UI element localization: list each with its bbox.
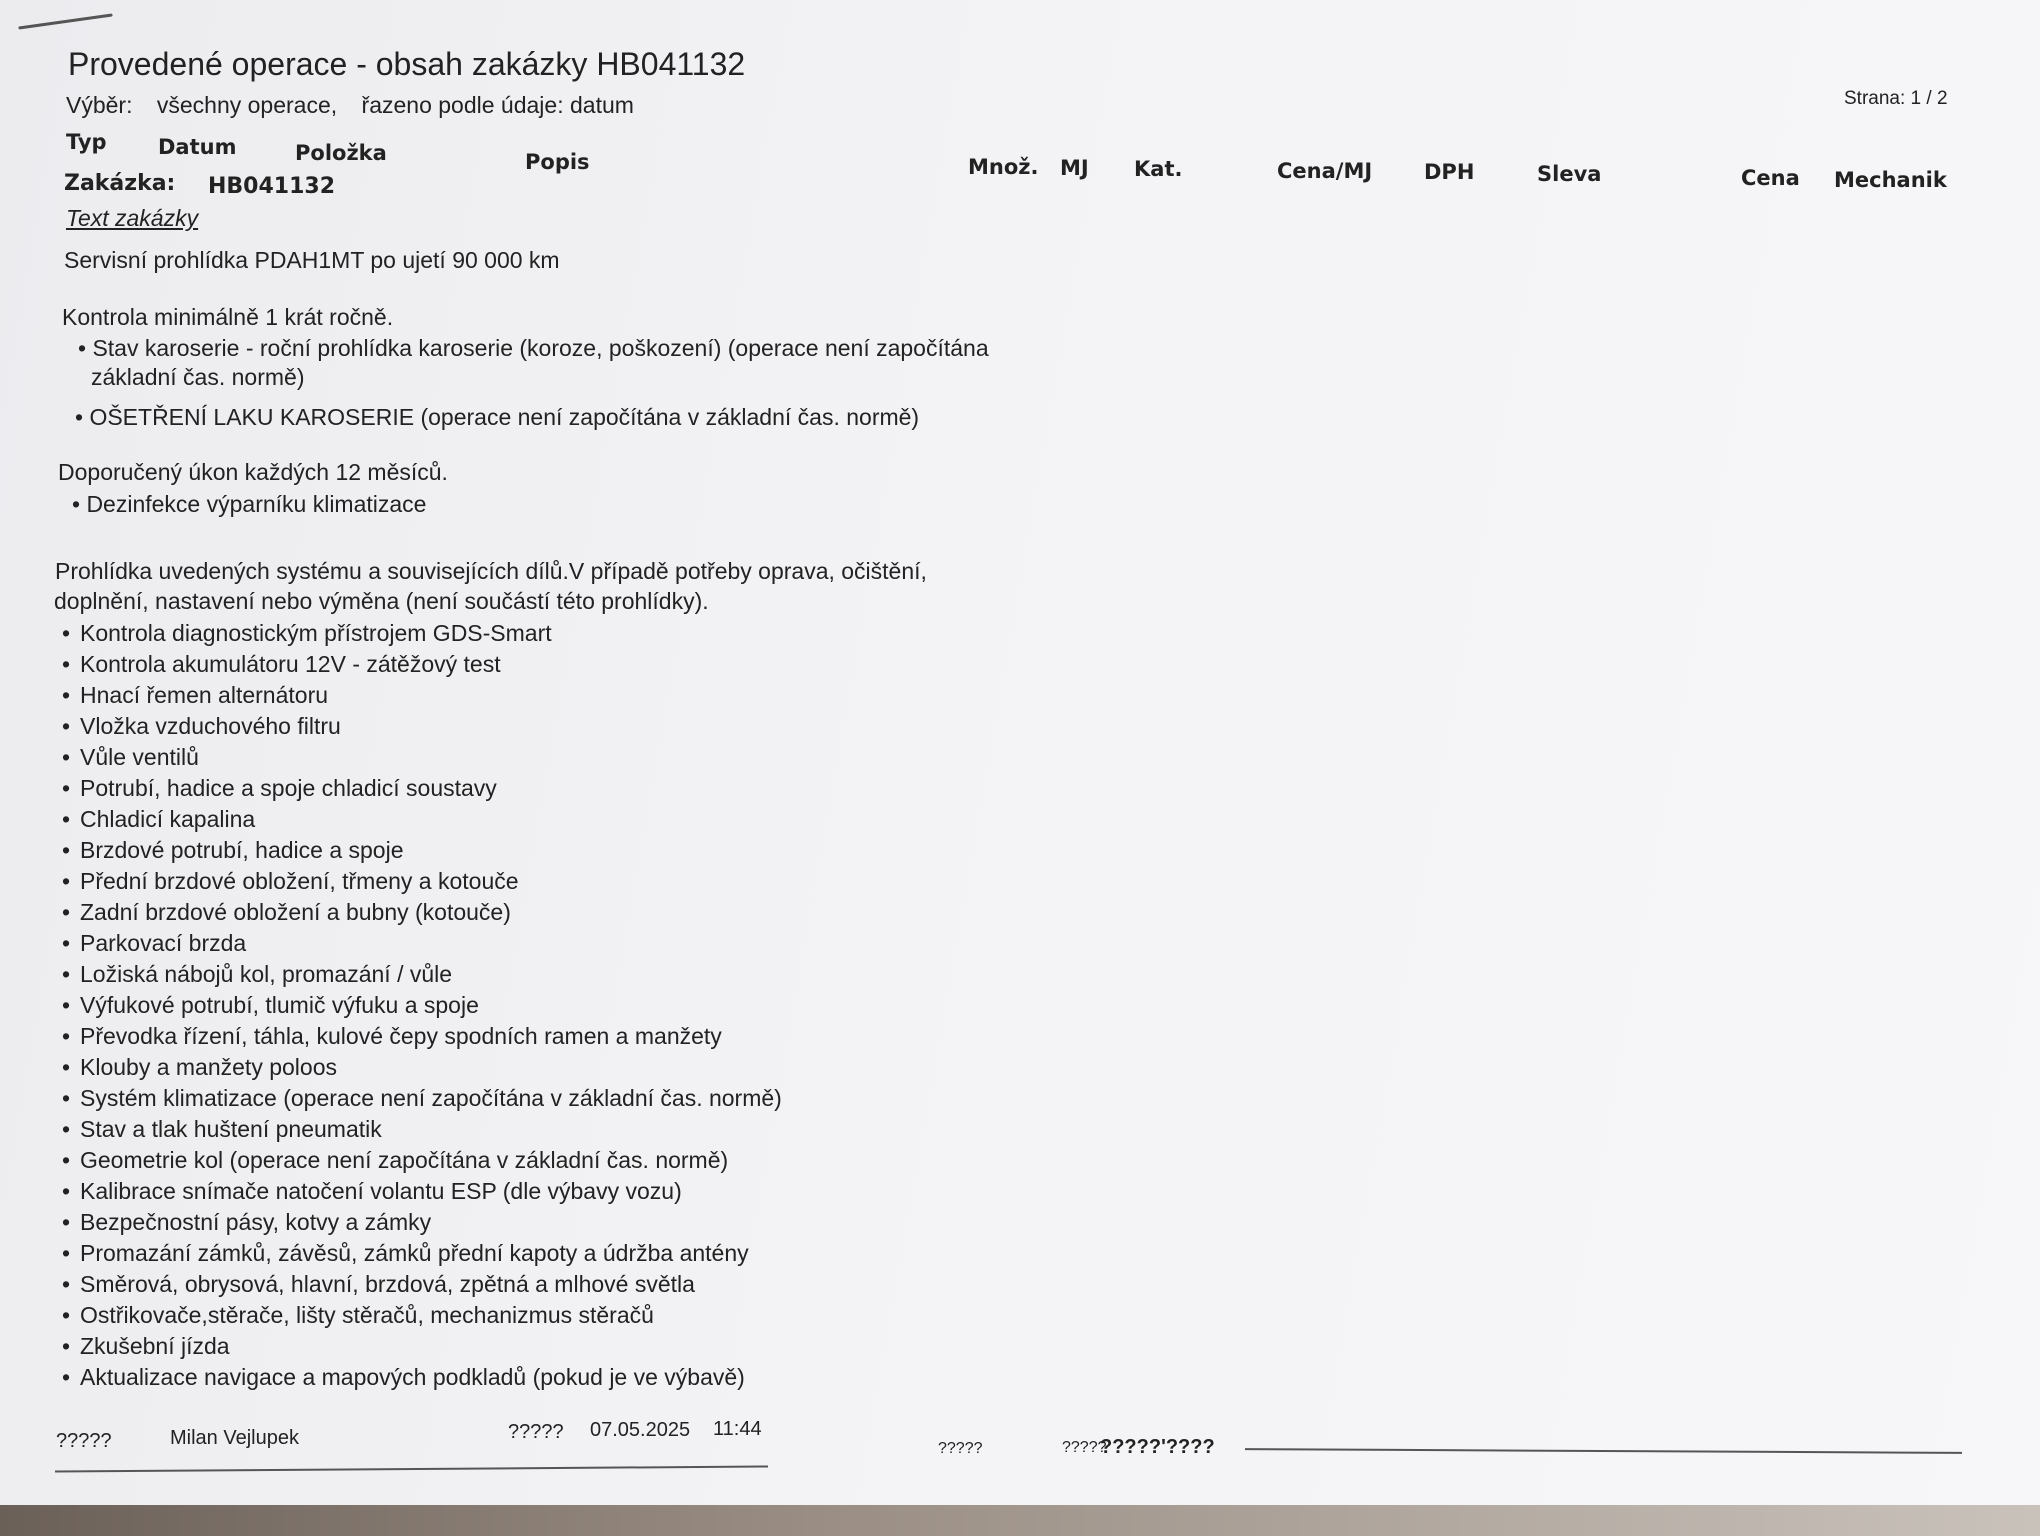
- column-header-mechanik: Mechanik: [1834, 168, 1947, 192]
- footer-right-label-2: ?????: [1062, 1439, 1107, 1456]
- list-item: • Systém klimatizace (operace není započítána v základní čas. normě): [62, 1083, 782, 1114]
- inspection-intro-line-1: Prohlídka uvedených systému a souvisejících dílů.V případě potřeby oprava, očištění,: [55, 558, 927, 584]
- filter-sort: řazeno podle údaje: datum: [361, 92, 634, 118]
- list-item: • Hnací řemen alternátoru: [62, 680, 782, 711]
- column-header-mnoz: Množ.: [968, 155, 1039, 179]
- desk-surface: [0, 1505, 2040, 1536]
- column-header-mj: MJ: [1060, 156, 1089, 180]
- page-title: Provedené operace - obsah zakázky HB041132: [68, 46, 746, 82]
- footer-person: Milan Vejlupek: [170, 1427, 299, 1449]
- yearly-item-1-line-2: základní čas. normě): [91, 364, 305, 390]
- list-item: • Stav a tlak huštení pneumatik: [62, 1114, 782, 1145]
- yearly-item-1-line-1: • Stav karoserie - roční prohlídka karoserie (koroze, poškození) (operace není započítána: [78, 335, 989, 361]
- column-header-typ: Typ: [66, 130, 107, 154]
- yearly-heading: Kontrola minimálně 1 krát ročně.: [62, 304, 394, 330]
- inspection-intro-line-2: doplnění, nastavení nebo výměna (není součástí této prohlídky).: [54, 588, 709, 614]
- footer-right-label-1: ?????: [938, 1440, 983, 1457]
- column-header-kat: Kat.: [1134, 157, 1183, 181]
- list-item: • Kontrola diagnostickým přístrojem GDS-Smart: [62, 618, 782, 649]
- footer-time: 11:44: [713, 1418, 762, 1440]
- filter-label: Výběr:: [66, 92, 133, 118]
- list-item: • Vložka vzduchového filtru: [62, 711, 782, 742]
- signature-line-left: [55, 1466, 768, 1473]
- list-item: • Brzdové potrubí, hadice a spoje: [62, 835, 782, 866]
- order-text-heading: Text zakázky: [66, 205, 199, 231]
- order-number: HB041132: [208, 174, 336, 199]
- list-item: • Zkušební jízda: [62, 1331, 782, 1362]
- list-item: • Aktualizace navigace a mapových podkladů (pokud je ve výbavě): [62, 1362, 782, 1393]
- signature-line-right: [1245, 1448, 1962, 1454]
- column-header-popis: Popis: [525, 150, 590, 174]
- list-item: • Promazání zámků, závěsů, zámků přední kapoty a údržba antény: [62, 1238, 782, 1269]
- list-item: • Chladicí kapalina: [62, 804, 782, 835]
- order-label: Zakázka:: [64, 171, 176, 196]
- footer-left-label: ?????: [56, 1430, 112, 1452]
- list-item: • Geometrie kol (operace není započítána v základní čas. normě): [62, 1145, 782, 1176]
- yearly-item-2: • OŠETŘENÍ LAKU KAROSERIE (operace není započítána v základní čas. normě): [75, 404, 920, 430]
- column-header-sleva: Sleva: [1537, 162, 1602, 186]
- footer-right-label-3: ?????'????: [1100, 1436, 1215, 1458]
- column-header-datum: Datum: [158, 135, 237, 159]
- page-number: Strana: 1 / 2: [1844, 88, 1948, 109]
- pencil-mark: [18, 13, 112, 29]
- list-item: • Směrová, obrysová, hlavní, brzdová, zpětná a mlhové světla: [62, 1269, 782, 1300]
- service-description: Servisní prohlídka PDAH1MT po ujetí 90 000 km: [64, 247, 560, 273]
- filter-selection: všechny operace,: [156, 92, 338, 118]
- column-header-polozka: Položka: [295, 141, 387, 165]
- list-item: • Parkovací brzda: [62, 928, 782, 959]
- list-item: • Bezpečnostní pásy, kotvy a zámky: [62, 1207, 782, 1238]
- list-item: • Výfukové potrubí, tlumič výfuku a spoje: [62, 990, 782, 1021]
- twelve-month-heading: Doporučený úkon každých 12 měsíců.: [58, 459, 448, 485]
- list-item: • Zadní brzdové obložení a bubny (kotouče): [62, 897, 782, 928]
- twelve-month-item-1: • Dezinfekce výparníku klimatizace: [72, 491, 427, 517]
- column-header-dph: DPH: [1424, 160, 1475, 184]
- column-header-cena: Cena: [1741, 166, 1800, 190]
- footer-date: 07.05.2025: [590, 1419, 691, 1441]
- filter-line: [66, 92, 634, 119]
- column-header-cena-mj: Cena/MJ: [1277, 159, 1373, 183]
- list-item: • Potrubí, hadice a spoje chladicí soustavy: [62, 773, 782, 804]
- list-item: • Vůle ventilů: [62, 742, 782, 773]
- list-item: • Ložiská nábojů kol, promazání / vůle: [62, 959, 782, 990]
- list-item: • Kontrola akumulátoru 12V - zátěžový test: [62, 649, 782, 680]
- list-item: • Přední brzdové obložení, třmeny a kotouče: [62, 866, 782, 897]
- list-item: • Klouby a manžety poloos: [62, 1052, 782, 1083]
- list-item: • Kalibrace snímače natočení volantu ESP (dle výbavy vozu): [62, 1176, 782, 1207]
- list-item: • Převodka řízení, táhla, kulové čepy spodních ramen a manžety: [62, 1021, 782, 1052]
- footer-date-label: ?????: [508, 1421, 564, 1443]
- list-item: • Ostřikovače,stěrače, lišty stěračů, mechanizmus stěračů: [62, 1300, 782, 1331]
- inspection-list: [62, 618, 782, 1393]
